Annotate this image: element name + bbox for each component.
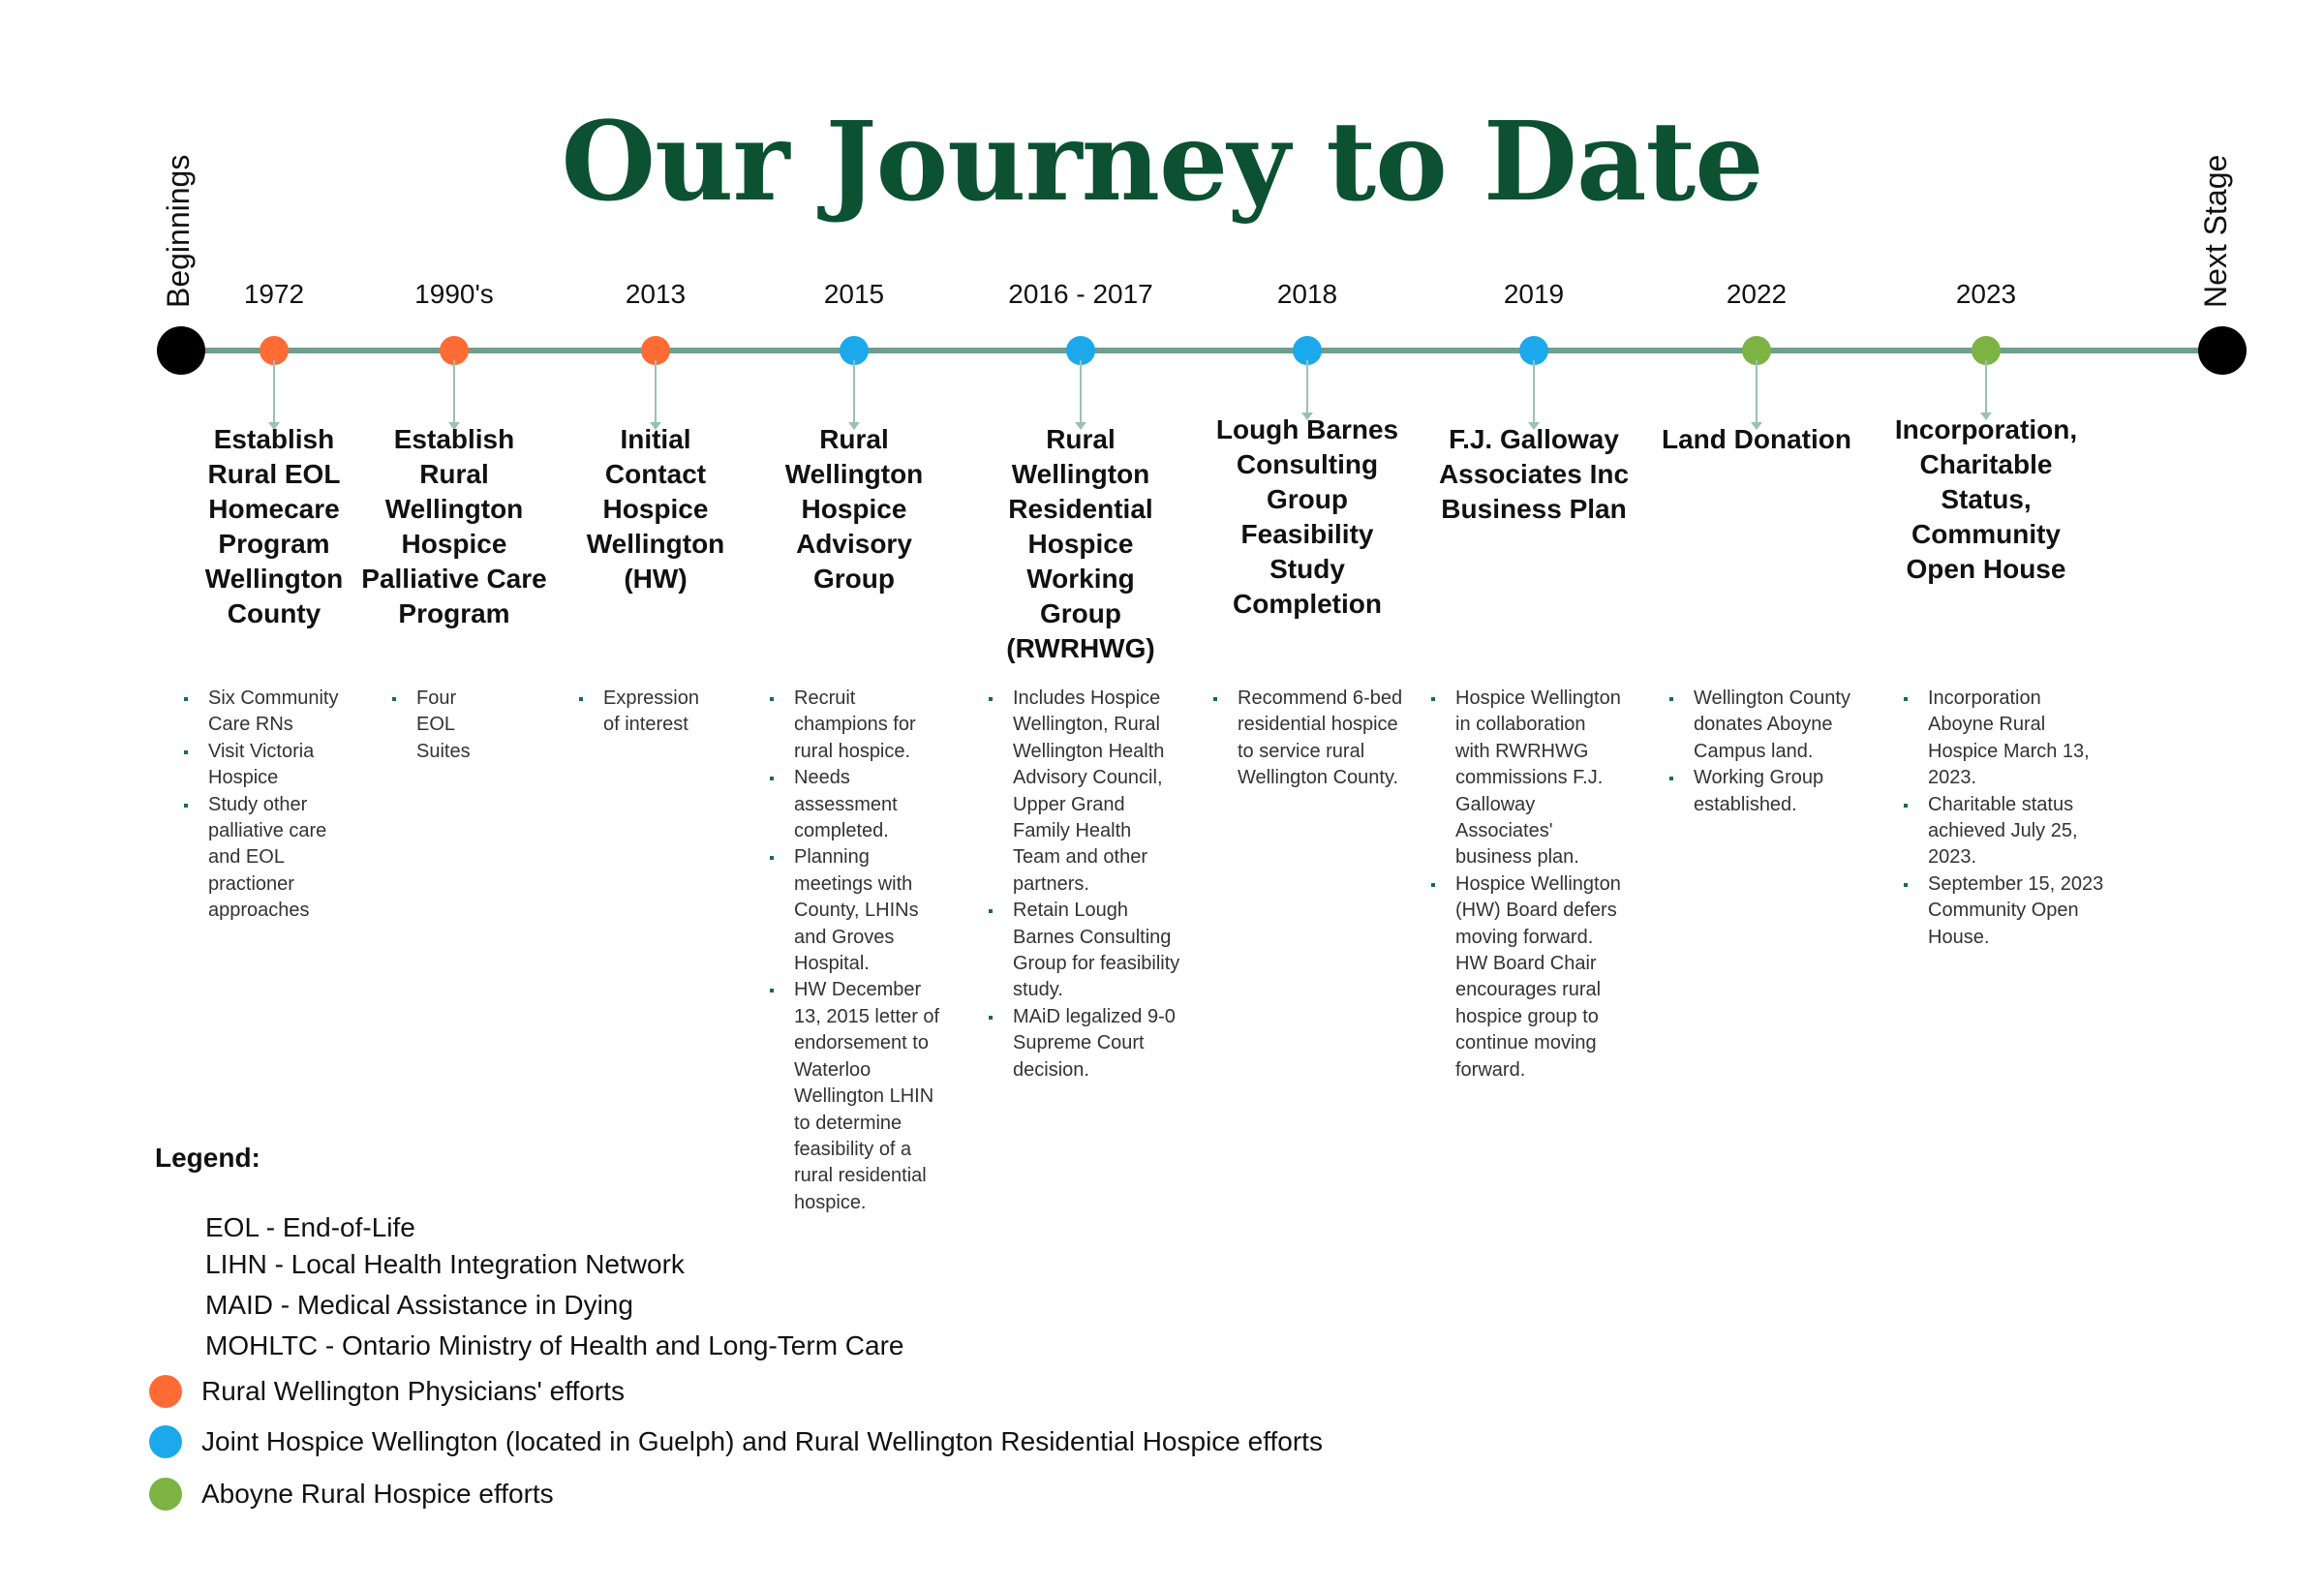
milestone-heading: Land Donation [1662,424,1851,454]
milestone-year: 2019 [1503,279,1565,309]
detail-item: Recommend 6-bed residential hospice to service rural Wellington County. [1213,686,1407,792]
connector-arrow-icon [655,360,657,428]
milestone-year: 2013 [625,279,687,309]
milestone-year: 2022 [1726,279,1788,309]
milestone-year: 2018 [1276,279,1338,309]
timeline-end-marker [2198,326,2247,375]
legend-label: Rural Wellington Physicians' efforts [201,1376,625,1406]
connector-arrow-icon [1756,360,1758,428]
legend-label: Joint Hospice Wellington (located in Guelph) and Rural Wellington Residential Hospice efforts [201,1426,1323,1456]
milestone-year: 2015 [823,279,885,309]
milestone-heading: Incorporation, Charitable Status, Community Open House [1894,414,2078,584]
detail-item: Needs assessment completed. [770,765,949,844]
connector-arrow-icon [453,360,455,428]
legend-abbr-lihn: LIHN - Local Health Integration Network [205,1249,685,1279]
connector-arrow-icon [1533,360,1535,428]
detail-item: HW December 13, 2015 letter of endorsement to Waterloo Wellington LHIN to determine feasibility of a rural residential hospice. [770,977,949,1216]
legend-item-physicians [149,1375,625,1408]
legend-title: Legend: [155,1143,260,1173]
page-title: Our Journey to Date [561,99,1763,226]
milestone-details [1904,686,2107,951]
detail-item: Four EOL Suites [392,686,499,765]
legend-abbr-mohltc: MOHLTC - Ontario Ministry of Health and Long-Term Care [205,1330,904,1360]
milestone-details [989,686,1182,1084]
milestone-details [392,686,499,765]
milestone-heading: Rural Wellington Hospice Advisory Group [784,424,924,594]
detail-item: Expression of interest [579,686,715,739]
milestone-details [579,686,715,739]
detail-item: Planning meetings with County, LHINs and Groves Hospital. [770,844,949,977]
connector-arrow-icon [853,360,855,428]
milestone-heading: Establish Rural EOL Homecare Program Wellington County [204,424,344,628]
milestone-heading: F.J. Galloway Associates Inc Business Plan [1438,424,1630,524]
legend-abbr-maid: MAID - Medical Assistance in Dying [205,1290,633,1320]
timeline-start-marker [157,326,205,375]
beginnings-label: Beginnings [161,154,196,308]
milestone-heading: Establish Rural Wellington Hospice Palliative Care Program [361,424,547,628]
detail-item: Retain Lough Barnes Consulting Group for feasibility study. [989,898,1182,1004]
milestone-heading: Initial Contact Hospice Wellington (HW) [586,424,725,594]
milestone-heading: Rural Wellington Residential Hospice Working Group (RWRHWG) [1006,424,1155,663]
detail-item: September 15, 2023 Community Open House. [1904,871,2107,951]
detail-item: Includes Hospice Wellington, Rural Wellington Health Advisory Council, Upper Grand Family Health Team and other partners. [989,686,1182,898]
legend-item-joint-hospice [149,1425,1323,1458]
timeline-line [180,348,2221,353]
blue-dot-icon [149,1425,182,1458]
detail-item: Six Community Care RNs [184,686,353,739]
detail-item: Incorporation Aboyne Rural Hospice March 13, 2023. [1904,686,2107,792]
detail-item: Working Group established. [1669,765,1863,818]
milestone-details [1669,686,1863,818]
detail-item: Visit Victoria Hospice [184,739,353,792]
detail-item: Hospice Wellington in collaboration with RWRHWG commissions F.J. Galloway Associates' business plan. [1431,686,1625,871]
connector-arrow-icon [1080,360,1082,428]
connector-arrow-icon [273,360,275,428]
legend-item-aboyne [149,1478,554,1511]
orange-dot-icon [149,1375,182,1408]
next-stage-label: Next Stage [2198,154,2233,308]
milestone-year: 1990's [414,279,494,309]
milestone-year: 2016 - 2017 [1008,279,1153,309]
detail-item: Hospice Wellington (HW) Board defers moving forward. HW Board Chair encourages rural hospice group to continue moving forward. [1431,871,1625,1084]
green-dot-icon [149,1478,182,1511]
detail-item: Wellington County donates Aboyne Campus land. [1669,686,1863,765]
legend-label: Aboyne Rural Hospice efforts [201,1479,554,1509]
connector-arrow-icon [1306,360,1308,418]
milestone-details [184,686,353,925]
legend-abbr-eol: EOL - End-of-Life [205,1212,415,1242]
milestone-heading: Lough Barnes Consulting Group Feasibility Study Completion [1215,414,1399,619]
milestone-year: 2023 [1955,279,2017,309]
milestone-details [770,686,949,1216]
detail-item: Study other palliative care and EOL practioner approaches [184,792,353,925]
detail-item: Recruit champions for rural hospice. [770,686,949,765]
milestone-details [1431,686,1625,1084]
milestone-year: 1972 [243,279,305,309]
detail-item: Charitable status achieved July 25, 2023. [1904,792,2107,871]
milestone-details [1213,686,1407,792]
detail-item: MAiD legalized 9-0 Supreme Court decision. [989,1004,1182,1084]
connector-arrow-icon [1985,360,1987,418]
